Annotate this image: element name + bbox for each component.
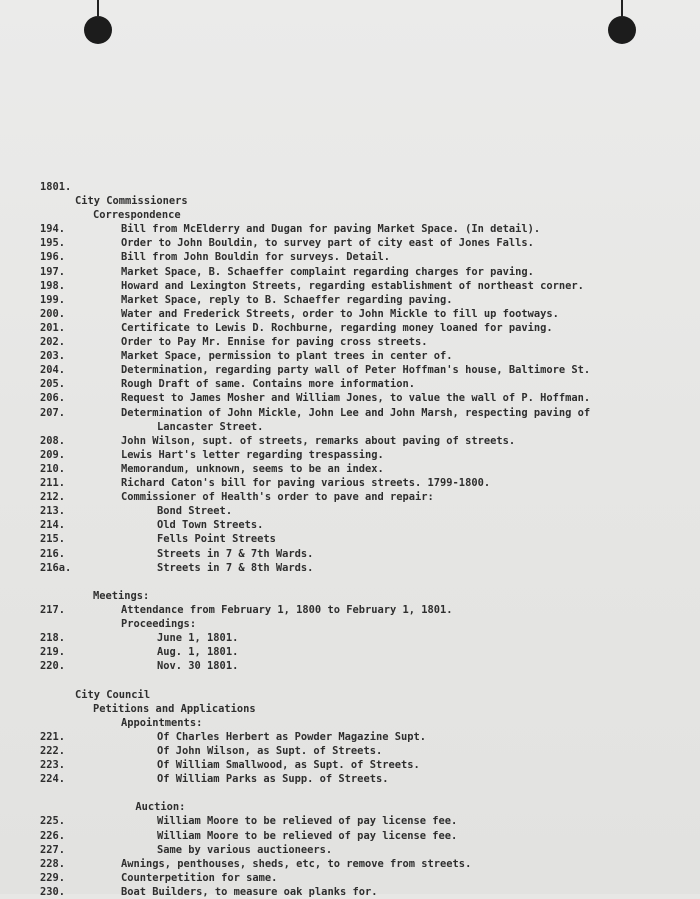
entry-number: 228.	[40, 857, 66, 870]
entry-number: 225.	[40, 815, 66, 828]
entry-number: 195.	[40, 237, 66, 250]
entry-text: Bill from John Bouldin for surveys. Detail.	[121, 251, 390, 264]
entry-text: Old Town Streets.	[157, 519, 264, 532]
entry-number: 208.	[40, 434, 66, 447]
entry-text: Boat Builders, to measure oak planks for.	[121, 885, 378, 898]
entry-number: 201.	[40, 321, 66, 334]
entry-text: Appointments:	[121, 716, 203, 729]
entry-number: 223.	[40, 759, 66, 771]
entry-text: Market Space, reply to B. Schaeffer regarding paving.	[121, 293, 453, 306]
entry-text: Streets in 7 & 7th Wards.	[157, 547, 314, 560]
entry-text: Order to Pay Mr. Ennise for paving cross streets.	[121, 336, 428, 348]
entry-number: 197.	[40, 265, 66, 278]
entry-number: 211.	[40, 477, 66, 489]
entry-number: 229.	[40, 871, 66, 884]
entry-text: Awnings, penthouses, sheds, etc, to remove from streets.	[121, 857, 472, 870]
entry-text: Counterpetition for same.	[121, 871, 278, 884]
entry-number: 202.	[40, 336, 66, 348]
entry-text: Of William Smallwood, as Supt. of Streets.	[157, 759, 420, 771]
entry-text: Water and Frederick Streets, order to John Mickle to fill up footways.	[121, 307, 559, 320]
entry-text: Lancaster Street.	[157, 420, 264, 433]
entry-text: Bill from McElderry and Dugan for paving Market Space. (In detail).	[121, 223, 541, 236]
entry-text: Meetings:	[93, 589, 150, 602]
entry-text: City Commissioners	[75, 195, 188, 207]
entry-text: Order to John Bouldin, to survey part of city east of Jones Falls.	[121, 237, 534, 250]
entry-text: Request to James Mosher and William Jones, to value the wall of P. Hoffman.	[121, 392, 591, 405]
entry-text: City Council	[75, 688, 151, 701]
entry-number: 199.	[40, 293, 66, 306]
entry-text: Same by various auctioneers.	[157, 843, 333, 856]
entry-text: June 1, 1801.	[157, 632, 239, 645]
entry-number: 205.	[40, 378, 66, 391]
entry-number: 194.	[40, 223, 66, 236]
entry-text: Auction:	[135, 801, 186, 814]
entry-text: Of William Parks as Supp. of Streets.	[157, 773, 389, 786]
entry-text: Lewis Hart's letter regarding trespassing.	[121, 448, 384, 461]
entry-text: Petitions and Applications	[93, 702, 256, 715]
entry-number: 216.	[40, 547, 66, 560]
entry-text: Proceedings:	[121, 618, 197, 630]
entry-number: 227.	[40, 843, 66, 856]
entry-text: Of John Wilson, as Supt. of Streets.	[157, 744, 383, 757]
entry-number: 230.	[40, 885, 66, 898]
entry-number: 200.	[40, 307, 66, 320]
entry-number: 222.	[40, 744, 66, 757]
entry-number: 214.	[40, 519, 66, 532]
entry-number: 216a.	[40, 561, 72, 574]
entry-text: John Wilson, supt. of streets, remarks about paving of streets.	[121, 434, 516, 447]
entry-text: Aug. 1, 1801.	[157, 646, 239, 659]
entry-text: Nov. 30 1801.	[157, 660, 239, 673]
entry-number: 203.	[40, 350, 66, 363]
entry-number: 209.	[40, 448, 66, 461]
entry-text: Rough Draft of same. Contains more information.	[121, 378, 416, 391]
entry-number: 204.	[40, 364, 66, 377]
entry-number: 221.	[40, 730, 66, 743]
entry-text: William Moore to be relieved of pay license fee.	[157, 815, 458, 828]
entry-text: Market Space, permission to plant trees in center of.	[121, 350, 453, 363]
entry-text: Attendance from February 1, 1800 to February 1, 1801.	[121, 603, 453, 616]
entry-text: Memorandum, unknown, seems to be an index.	[121, 462, 384, 475]
entry-number: 212.	[40, 491, 66, 504]
entry-text: Howard and Lexington Streets, regarding establishment of northeast corner.	[121, 279, 584, 292]
entry-number: 210.	[40, 462, 66, 475]
entry-text: Certificate to Lewis D. Rochburne, regarding money loaned for paving.	[121, 321, 553, 334]
entry-text: Richard Caton's bill for paving various streets. 1799-1800.	[121, 477, 491, 489]
entry-text: Bond Street.	[157, 505, 233, 518]
entry-number: 218.	[40, 632, 66, 645]
entry-text: Of Charles Herbert as Powder Magazine Supt.	[157, 730, 426, 743]
entry-text: Commissioner of Health's order to pave and repair:	[121, 491, 434, 504]
entry-text: Streets in 7 & 8th Wards.	[157, 561, 314, 574]
year-text: 1801.	[40, 181, 72, 193]
entry-text: Market Space, B. Schaeffer complaint regarding charges for paving.	[121, 265, 534, 278]
entry-number: 196.	[40, 251, 66, 264]
entry-number: 215.	[40, 533, 66, 546]
entry-number: 198.	[40, 279, 66, 292]
entry-text: Determination, regarding party wall of Peter Hoffman's house, Baltimore St.	[121, 364, 591, 377]
entry-text: Determination of John Mickle, John Lee and John Marsh, respecting paving of	[121, 406, 591, 419]
entry-number: 207.	[40, 406, 66, 419]
entry-number: 213.	[40, 505, 66, 518]
entry-text: Correspondence	[93, 209, 181, 222]
entry-number: 206.	[40, 392, 66, 405]
entry-number: 217.	[40, 603, 66, 616]
entry-text: Fells Point Streets	[157, 533, 276, 546]
entry-number: 226.	[40, 829, 66, 842]
entry-number: 224.	[40, 773, 66, 786]
entry-text: William Moore to be relieved of pay license fee.	[157, 829, 458, 842]
entry-number: 219.	[40, 646, 66, 659]
entry-number: 220.	[40, 660, 66, 673]
